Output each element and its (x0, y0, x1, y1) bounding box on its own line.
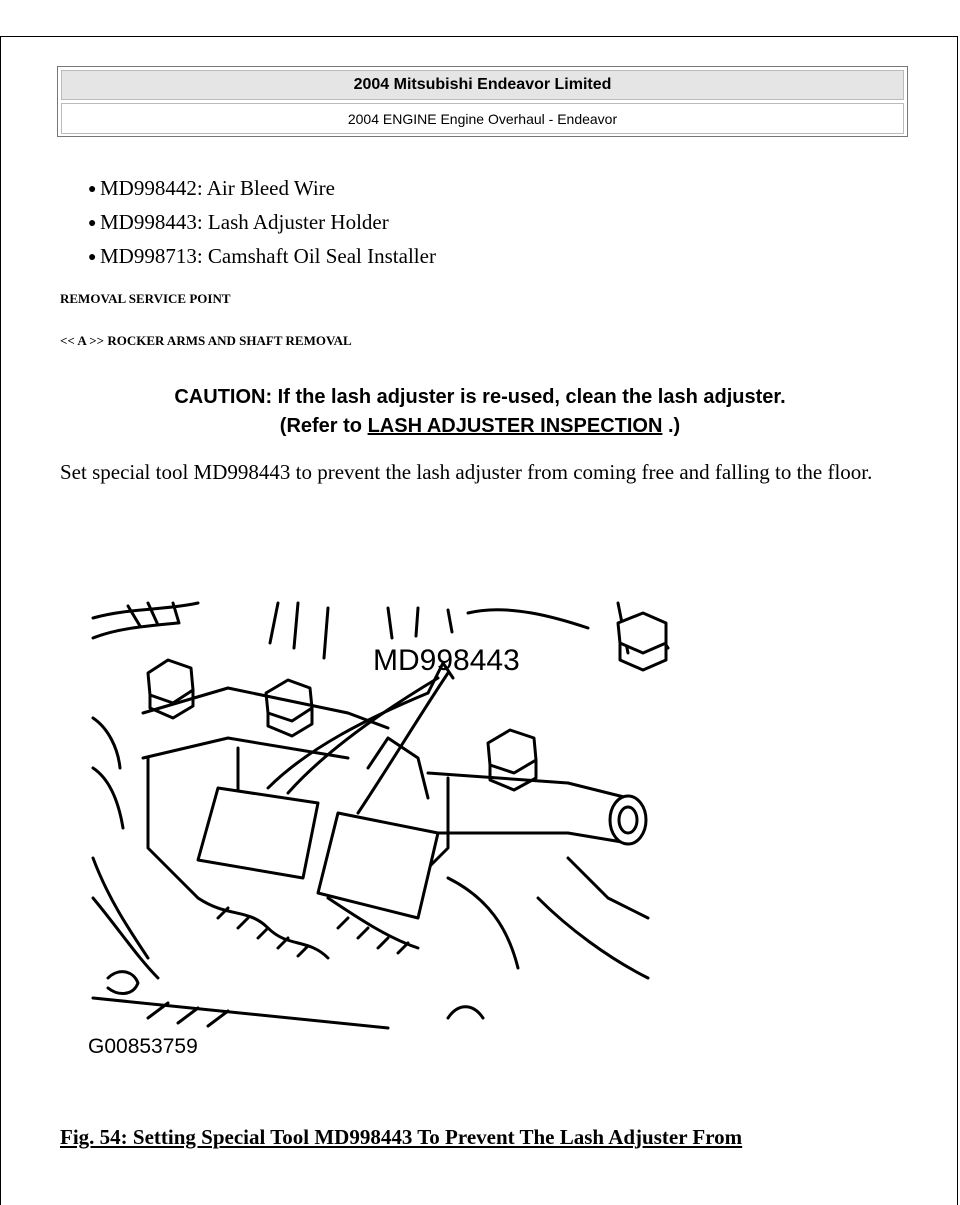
tool-item-text: MD998443: Lash Adjuster Holder (100, 210, 389, 234)
bullet-icon: ● (88, 182, 97, 197)
bullet-icon: ● (88, 216, 97, 231)
header-title: 2004 Mitsubishi Endeavor Limited (61, 70, 904, 100)
section-heading: REMOVAL SERVICE POINT (60, 291, 231, 306)
caution-prefix: (Refer to (279, 415, 368, 437)
caution-suffix: .) (662, 415, 681, 437)
tool-list (88, 173, 436, 275)
caution-ref (60, 412, 900, 441)
tool-item-text: MD998713: Camshaft Oil Seal Installer (100, 244, 436, 268)
instruction-text: Set special tool MD998443 to prevent the lash adjuster from coming free and falling to the floor. (60, 460, 873, 484)
lash-adjuster-inspection-link[interactable]: LASH ADJUSTER INSPECTION (367, 415, 663, 437)
bullet-icon: ● (88, 250, 97, 265)
list-item (88, 173, 436, 207)
caution-note (60, 383, 900, 441)
sub-heading: << A >> ROCKER ARMS AND SHAFT REMOVAL (60, 333, 352, 348)
figure-tool-label: MD998443 (373, 644, 520, 677)
figure-code: G00853759 (88, 1035, 198, 1058)
figure-caption: Fig. 54: Setting Special Tool MD998443 To Prevent The Lash Adjuster From (60, 1125, 743, 1149)
header-subtitle: 2004 ENGINE Engine Overhaul - Endeavor (61, 103, 904, 134)
list-item (88, 241, 436, 275)
tool-item-text: MD998442: Air Bleed Wire (100, 176, 335, 200)
document-header (57, 66, 908, 137)
list-item (88, 207, 436, 241)
rocker-arm-illustration (88, 598, 688, 1063)
caution-line: CAUTION: If the lash adjuster is re-used, clean the lash adjuster. (174, 386, 786, 408)
